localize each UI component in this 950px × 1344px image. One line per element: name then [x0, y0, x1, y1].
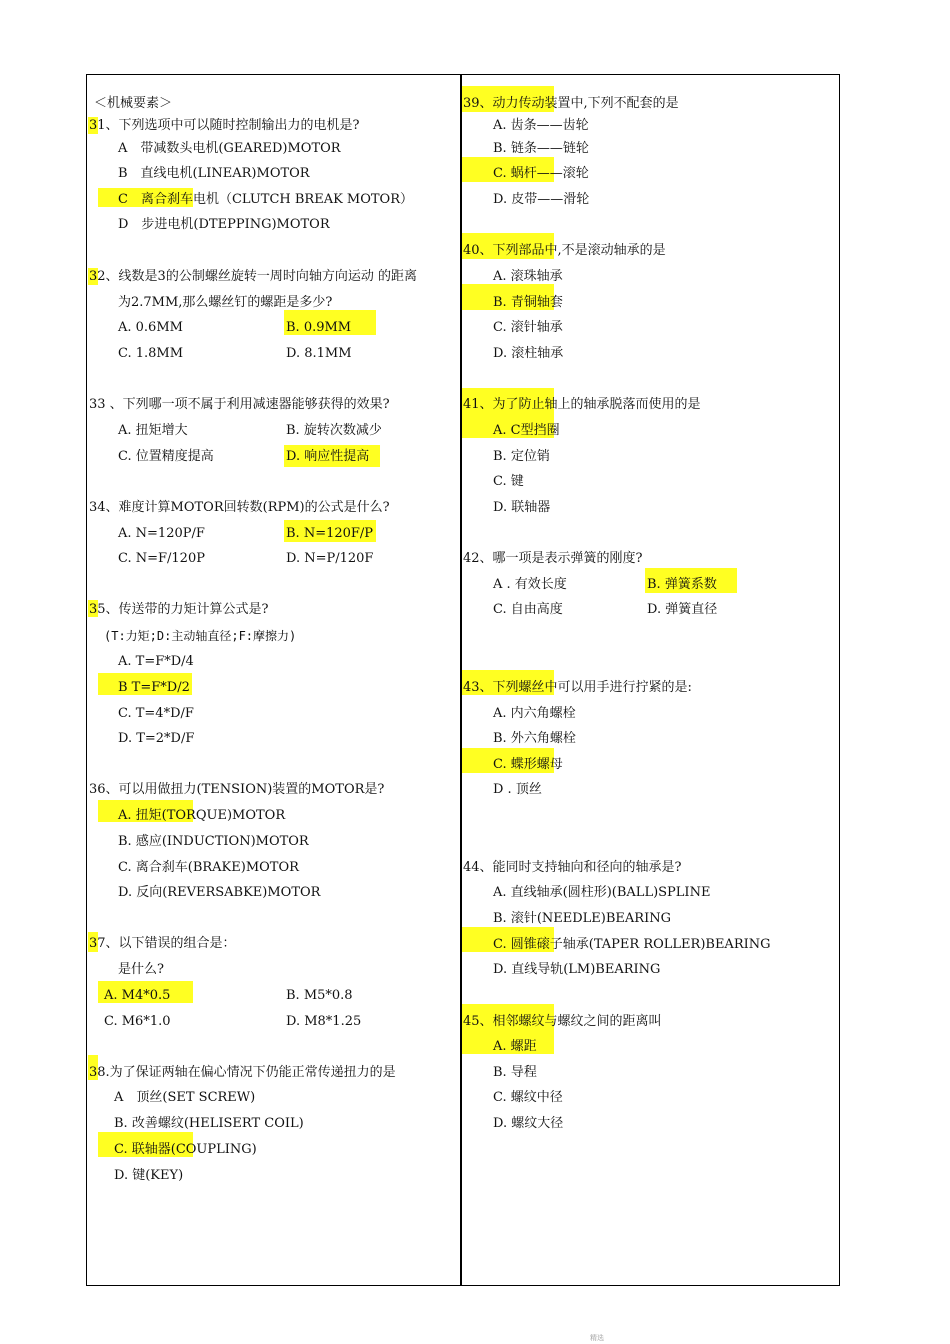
question-number: 45 [463, 1014, 480, 1029]
option-a: A 带减数头电机(GEARED)MOTOR [118, 141, 341, 156]
question-stem: 、以下错误的组合是： [105, 936, 236, 951]
question-number: 37 [89, 936, 106, 951]
question-45 [463, 1014, 662, 1030]
question-number: 43 [463, 680, 480, 695]
question-stem-cont: 为2.7MM,那么螺丝钉的螺距是多少? [118, 295, 333, 310]
question-number: 32 [89, 269, 106, 284]
question-37 [89, 936, 236, 952]
question-stem: .为了保证两轴在偏心情况下仍能正常传递扭力的是 [105, 1065, 396, 1080]
question-stem: 、下列部品中,不是滚动轴承的是 [479, 243, 666, 258]
question-number: 35 [89, 602, 106, 617]
option-a: A. T=F*D/4 [118, 654, 194, 669]
option-d: D. 直线导轨(LM)BEARING [493, 962, 661, 977]
option-d: D. 滚柱轴承 [493, 346, 564, 361]
option-a: A. C型挡圈 [493, 423, 560, 438]
option-b: B 直线电机(LINEAR)MOTOR [118, 166, 310, 181]
question-number: 41 [463, 397, 480, 412]
option-a: A . 有效长度 [493, 577, 567, 592]
option-b: B. 青铜轴套 [493, 295, 563, 310]
question-stem: 、下列螺丝中可以用手进行拧紧的是: [479, 680, 692, 695]
option-c: C. 联轴器(COUPLING) [114, 1142, 257, 1157]
option-c: C. M6*1.0 [104, 1014, 171, 1029]
question-35 [89, 602, 269, 618]
question-stem: 、下列选项中可以随时控制输出力的电机是? [105, 118, 360, 133]
option-a: A. 0.6MM [118, 320, 183, 335]
option-a: A. 直线轴承(圆柱形)(BALL)SPLINE [493, 885, 711, 900]
page-footer: 精选 [590, 1334, 604, 1342]
question-32 [89, 269, 417, 285]
option-d: D. 联轴器 [493, 500, 551, 515]
section-title: ＜机械要素＞ [94, 96, 173, 111]
question-stem: 、哪一项是表示弹簧的刚度? [479, 551, 643, 566]
option-b: B. 外六角螺栓 [493, 731, 576, 746]
question-number: 40 [463, 243, 480, 258]
question-number: 31 [89, 118, 106, 133]
question-44 [463, 860, 682, 876]
question-stem: 、传送带的力矩计算公式是? [105, 602, 269, 617]
option-c: C 离合刹车电机（CLUTCH BREAK MOTOR） [118, 192, 414, 207]
option-b: B. 感应(INDUCTION)MOTOR [118, 834, 309, 849]
option-a: A. 扭矩增大 [118, 423, 188, 438]
option-d: D. T=2*D/F [118, 731, 195, 746]
option-d: D 步进电机(DTEPPING)MOTOR [118, 217, 330, 232]
option-c: C. 离合刹车(BRAKE)MOTOR [118, 860, 299, 875]
question-number: 36 [89, 782, 106, 797]
option-c: C. 位置精度提高 [118, 449, 214, 464]
option-d: D. 反向(REVERSABKE)MOTOR [118, 885, 321, 900]
option-d: D. 响应性提高 [286, 449, 370, 464]
option-b: B T=F*D/2 [118, 680, 190, 695]
option-c: C. 1.8MM [118, 346, 184, 361]
question-42 [463, 551, 643, 567]
option-b: B. 定位销 [493, 449, 550, 464]
question-note: (T:力矩;D:主动轴直径;F:摩擦力) [104, 629, 297, 643]
question-39 [463, 96, 679, 112]
question-36 [89, 782, 384, 798]
option-d: D. N=P/120F [286, 551, 374, 566]
question-stem: 、下列哪一项不属于利用减速器能够获得的效果? [105, 397, 390, 412]
option-b: B. M5*0.8 [286, 988, 353, 1003]
option-d: D. 皮带——滑轮 [493, 192, 590, 207]
option-d: D. 螺纹大径 [493, 1116, 564, 1131]
question-number: 34 [89, 500, 106, 515]
question-stem: 、为了防止轴上的轴承脱落而使用的是 [479, 397, 701, 412]
option-d: D . 顶丝 [493, 782, 542, 797]
question-number: 42 [463, 551, 480, 566]
question-stem-cont: 是什么? [118, 962, 164, 977]
option-b: B. 0.9MM [286, 320, 352, 335]
question-stem: 、难度计算MOTOR回转数(RPM)的公式是什么? [105, 500, 390, 515]
option-d: D. 弹簧直径 [647, 602, 718, 617]
option-b: B. 旋转次数减少 [286, 423, 382, 438]
question-number: 44 [463, 860, 480, 875]
option-d: D. M8*1.25 [286, 1014, 362, 1029]
option-c: C. 蝶形螺母 [493, 757, 563, 772]
question-number: 33 [89, 397, 106, 412]
question-43 [463, 680, 692, 696]
option-b: B. 改善螺纹(HELISERT COIL) [114, 1116, 304, 1131]
option-c: C. 键 [493, 474, 524, 489]
option-b: B. 链条——链轮 [493, 141, 589, 156]
question-31 [89, 118, 360, 134]
option-a: A. M4*0.5 [104, 988, 171, 1003]
question-stem: 、动力传动装置中,下列不配套的是 [479, 96, 679, 111]
option-a: A. 内六角螺栓 [493, 706, 576, 721]
option-c: C. 自由高度 [493, 602, 563, 617]
option-c: C. 圆锥磙子轴承(TAPER ROLLER)BEARING [493, 937, 771, 952]
option-b: B. N=120F/P [286, 526, 374, 541]
option-d: D. 8.1MM [286, 346, 352, 361]
option-b: B. 弹簧系数 [647, 577, 717, 592]
option-a: A 顶丝(SET SCREW) [114, 1090, 256, 1105]
question-34 [89, 500, 390, 516]
question-40 [463, 243, 666, 259]
question-stem: 、可以用做扭力(TENSION)装置的MOTOR是? [105, 782, 385, 797]
option-d: D. 键(KEY) [114, 1168, 184, 1183]
question-38 [89, 1065, 396, 1081]
option-c: C. T=4*D/F [118, 706, 194, 721]
question-number: 39 [463, 96, 480, 111]
question-stem: 、线数是3的公制螺丝旋转一周时向轴方向运动 的距离 [105, 269, 417, 284]
question-stem: 、能同时支持轴向和径向的轴承是? [479, 860, 682, 875]
option-a: A. 滚珠轴承 [493, 269, 563, 284]
option-c: C. 滚针轴承 [493, 320, 563, 335]
option-c: C. 蜗杆——滚轮 [493, 166, 589, 181]
option-c: C. 螺纹中径 [493, 1090, 563, 1105]
option-b: B. 滚针(NEEDLE)BEARING [493, 911, 671, 926]
option-a: A. N=120P/F [118, 526, 205, 541]
option-a: A. 齿条——齿轮 [493, 118, 589, 133]
question-number: 38 [89, 1065, 106, 1080]
option-b: B. 导程 [493, 1065, 537, 1080]
question-41 [463, 397, 701, 413]
option-a: A. 扭矩(TORQUE)MOTOR [118, 808, 286, 823]
option-a: A. 螺距 [493, 1039, 537, 1054]
question-stem: 、相邻螺纹与螺纹之间的距离叫 [479, 1014, 662, 1029]
option-c: C. N=F/120P [118, 551, 205, 566]
question-33 [89, 397, 390, 413]
